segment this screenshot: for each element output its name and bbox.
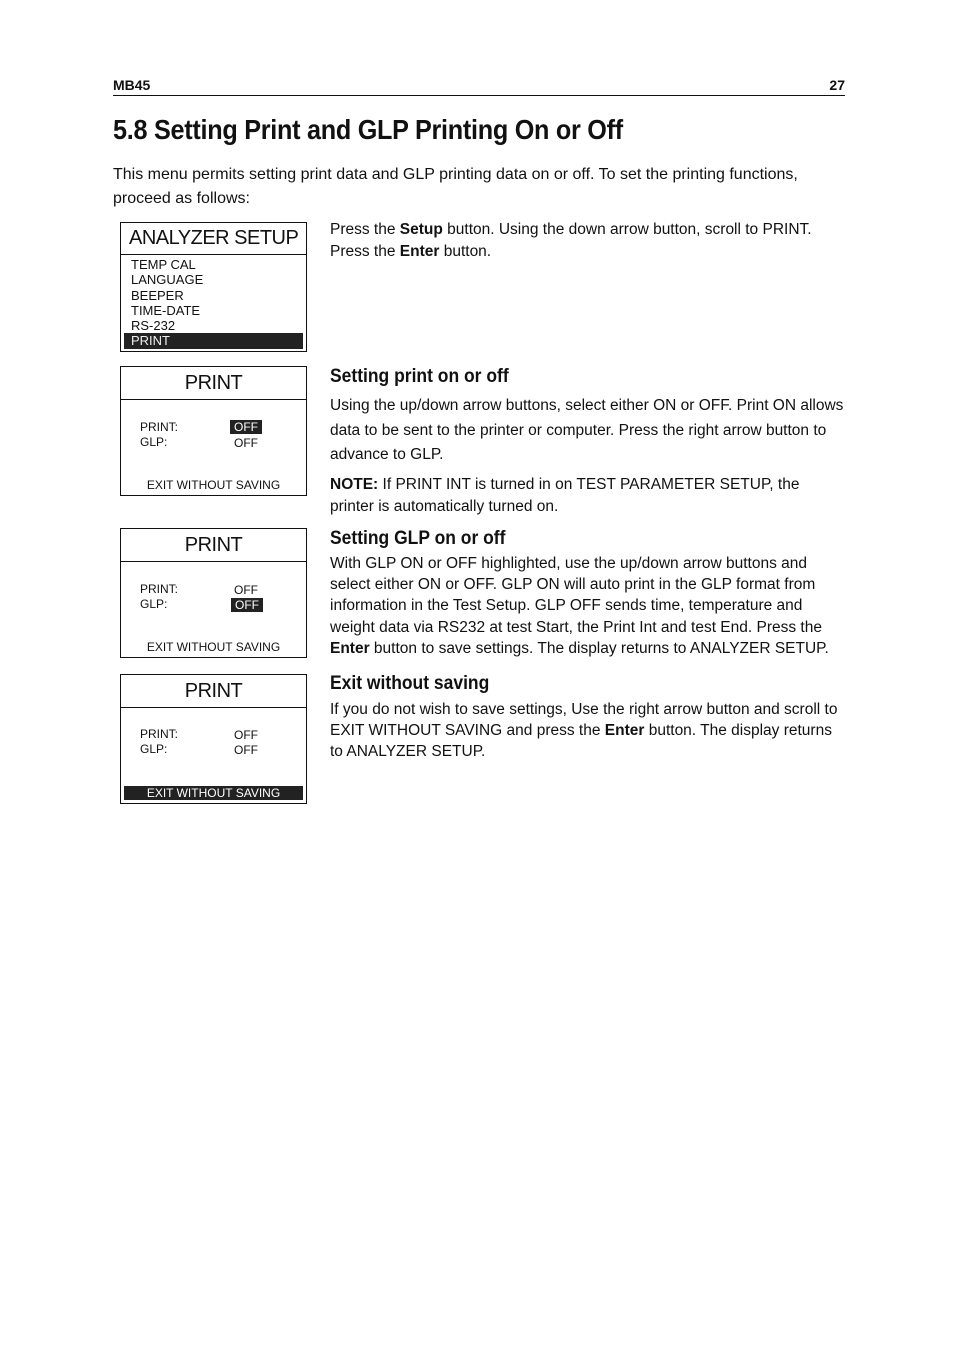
print-display-exit-selected bbox=[120, 674, 307, 804]
setting-glp-body bbox=[330, 553, 845, 659]
glp-label: GLP: bbox=[140, 742, 168, 756]
analyzer-setup-display bbox=[120, 222, 307, 352]
print-note bbox=[330, 474, 845, 517]
header-model: MB45 bbox=[113, 77, 151, 93]
intro-paragraph: This menu permits setting print data and GLP printing data on or off. To set the printing functions, proceed as follows: bbox=[113, 166, 798, 207]
step1-text-3: button. bbox=[439, 242, 492, 260]
exit-text-2: button. The display returns to ANALYZER SETUP. bbox=[330, 722, 832, 761]
glp-value: OFF bbox=[234, 743, 258, 757]
display-title: ANALYZER SETUP bbox=[121, 223, 306, 255]
exit-without-saving: EXIT WITHOUT SAVING bbox=[146, 478, 281, 492]
menu-item-language: LANGUAGE bbox=[131, 272, 204, 288]
print-value-selected: OFF bbox=[230, 420, 262, 434]
header-rule bbox=[113, 95, 845, 96]
enter-button-ref: Enter bbox=[399, 242, 440, 260]
display-title: PRINT bbox=[121, 367, 306, 400]
menu-item-time-date: TIME-DATE bbox=[131, 302, 201, 318]
exit-text-1: If you do not wish to save settings, Use the right arrow button and scroll to EXIT WITHOUT SAVING and press the bbox=[330, 701, 838, 740]
print-label: PRINT: bbox=[140, 420, 179, 434]
step1-text-1: Press the bbox=[330, 221, 400, 238]
print-display-print-selected bbox=[120, 366, 307, 496]
menu-item-temp-cal: TEMP CAL bbox=[131, 257, 196, 272]
print-value: OFF bbox=[234, 728, 258, 742]
glp-label: GLP: bbox=[140, 597, 168, 611]
display-title: PRINT bbox=[121, 675, 306, 708]
step1-instructions bbox=[330, 219, 845, 262]
glp-text-2: button to save settings. The display returns to ANALYZER SETUP. bbox=[369, 639, 829, 657]
exit-body bbox=[330, 699, 845, 763]
print-label: PRINT: bbox=[140, 727, 179, 741]
display-title: PRINT bbox=[121, 529, 306, 562]
header-page-number: 27 bbox=[829, 77, 845, 93]
heading-setting-glp: Setting GLP on or off bbox=[330, 528, 506, 549]
enter-button-ref: Enter bbox=[604, 722, 645, 740]
setup-menu-list bbox=[124, 257, 303, 349]
exit-without-saving: EXIT WITHOUT SAVING bbox=[146, 640, 281, 654]
setting-print-body: Using the up/down arrow buttons, select either ON or OFF. Print ON allows data to be sent to the printer or computer. Press the right arrow button to advance to GLP. bbox=[330, 397, 844, 463]
print-label: PRINT: bbox=[140, 582, 179, 596]
section-title: 5.8 Setting Print and GLP Printing On or Off bbox=[113, 114, 623, 145]
note-text: If PRINT INT is turned in on TEST PARAMETER SETUP, the printer is automatically turned on. bbox=[330, 476, 800, 515]
heading-setting-print: Setting print on or off bbox=[330, 366, 509, 387]
glp-text-1: With GLP ON or OFF highlighted, use the up/down arrow buttons and select either ON or OFF. GLP ON will auto print in the GLP format from information in the Test Setup. GLP OFF sends time, temperature and weight data via RS232 at test Start, the Print Int and test End. Press the bbox=[330, 555, 822, 636]
menu-item-beeper: BEEPER bbox=[131, 287, 184, 303]
glp-value-selected: OFF bbox=[231, 598, 263, 612]
note-label: NOTE: bbox=[330, 476, 379, 493]
glp-label: GLP: bbox=[140, 435, 168, 449]
step1-text-2: button. Using the down arrow button, scroll to PRINT. Press the bbox=[330, 221, 812, 260]
heading-exit-without-saving: Exit without saving bbox=[330, 673, 490, 694]
menu-item-rs-232: RS-232 bbox=[131, 318, 176, 334]
print-display-glp-selected bbox=[120, 528, 307, 658]
enter-button-ref: Enter bbox=[330, 639, 370, 657]
menu-item-print-selected: PRINT bbox=[124, 333, 303, 348]
glp-value: OFF bbox=[234, 436, 258, 450]
setup-button-ref: Setup bbox=[399, 221, 443, 238]
print-value: OFF bbox=[234, 583, 258, 597]
exit-without-saving-selected: EXIT WITHOUT SAVING bbox=[124, 786, 303, 800]
